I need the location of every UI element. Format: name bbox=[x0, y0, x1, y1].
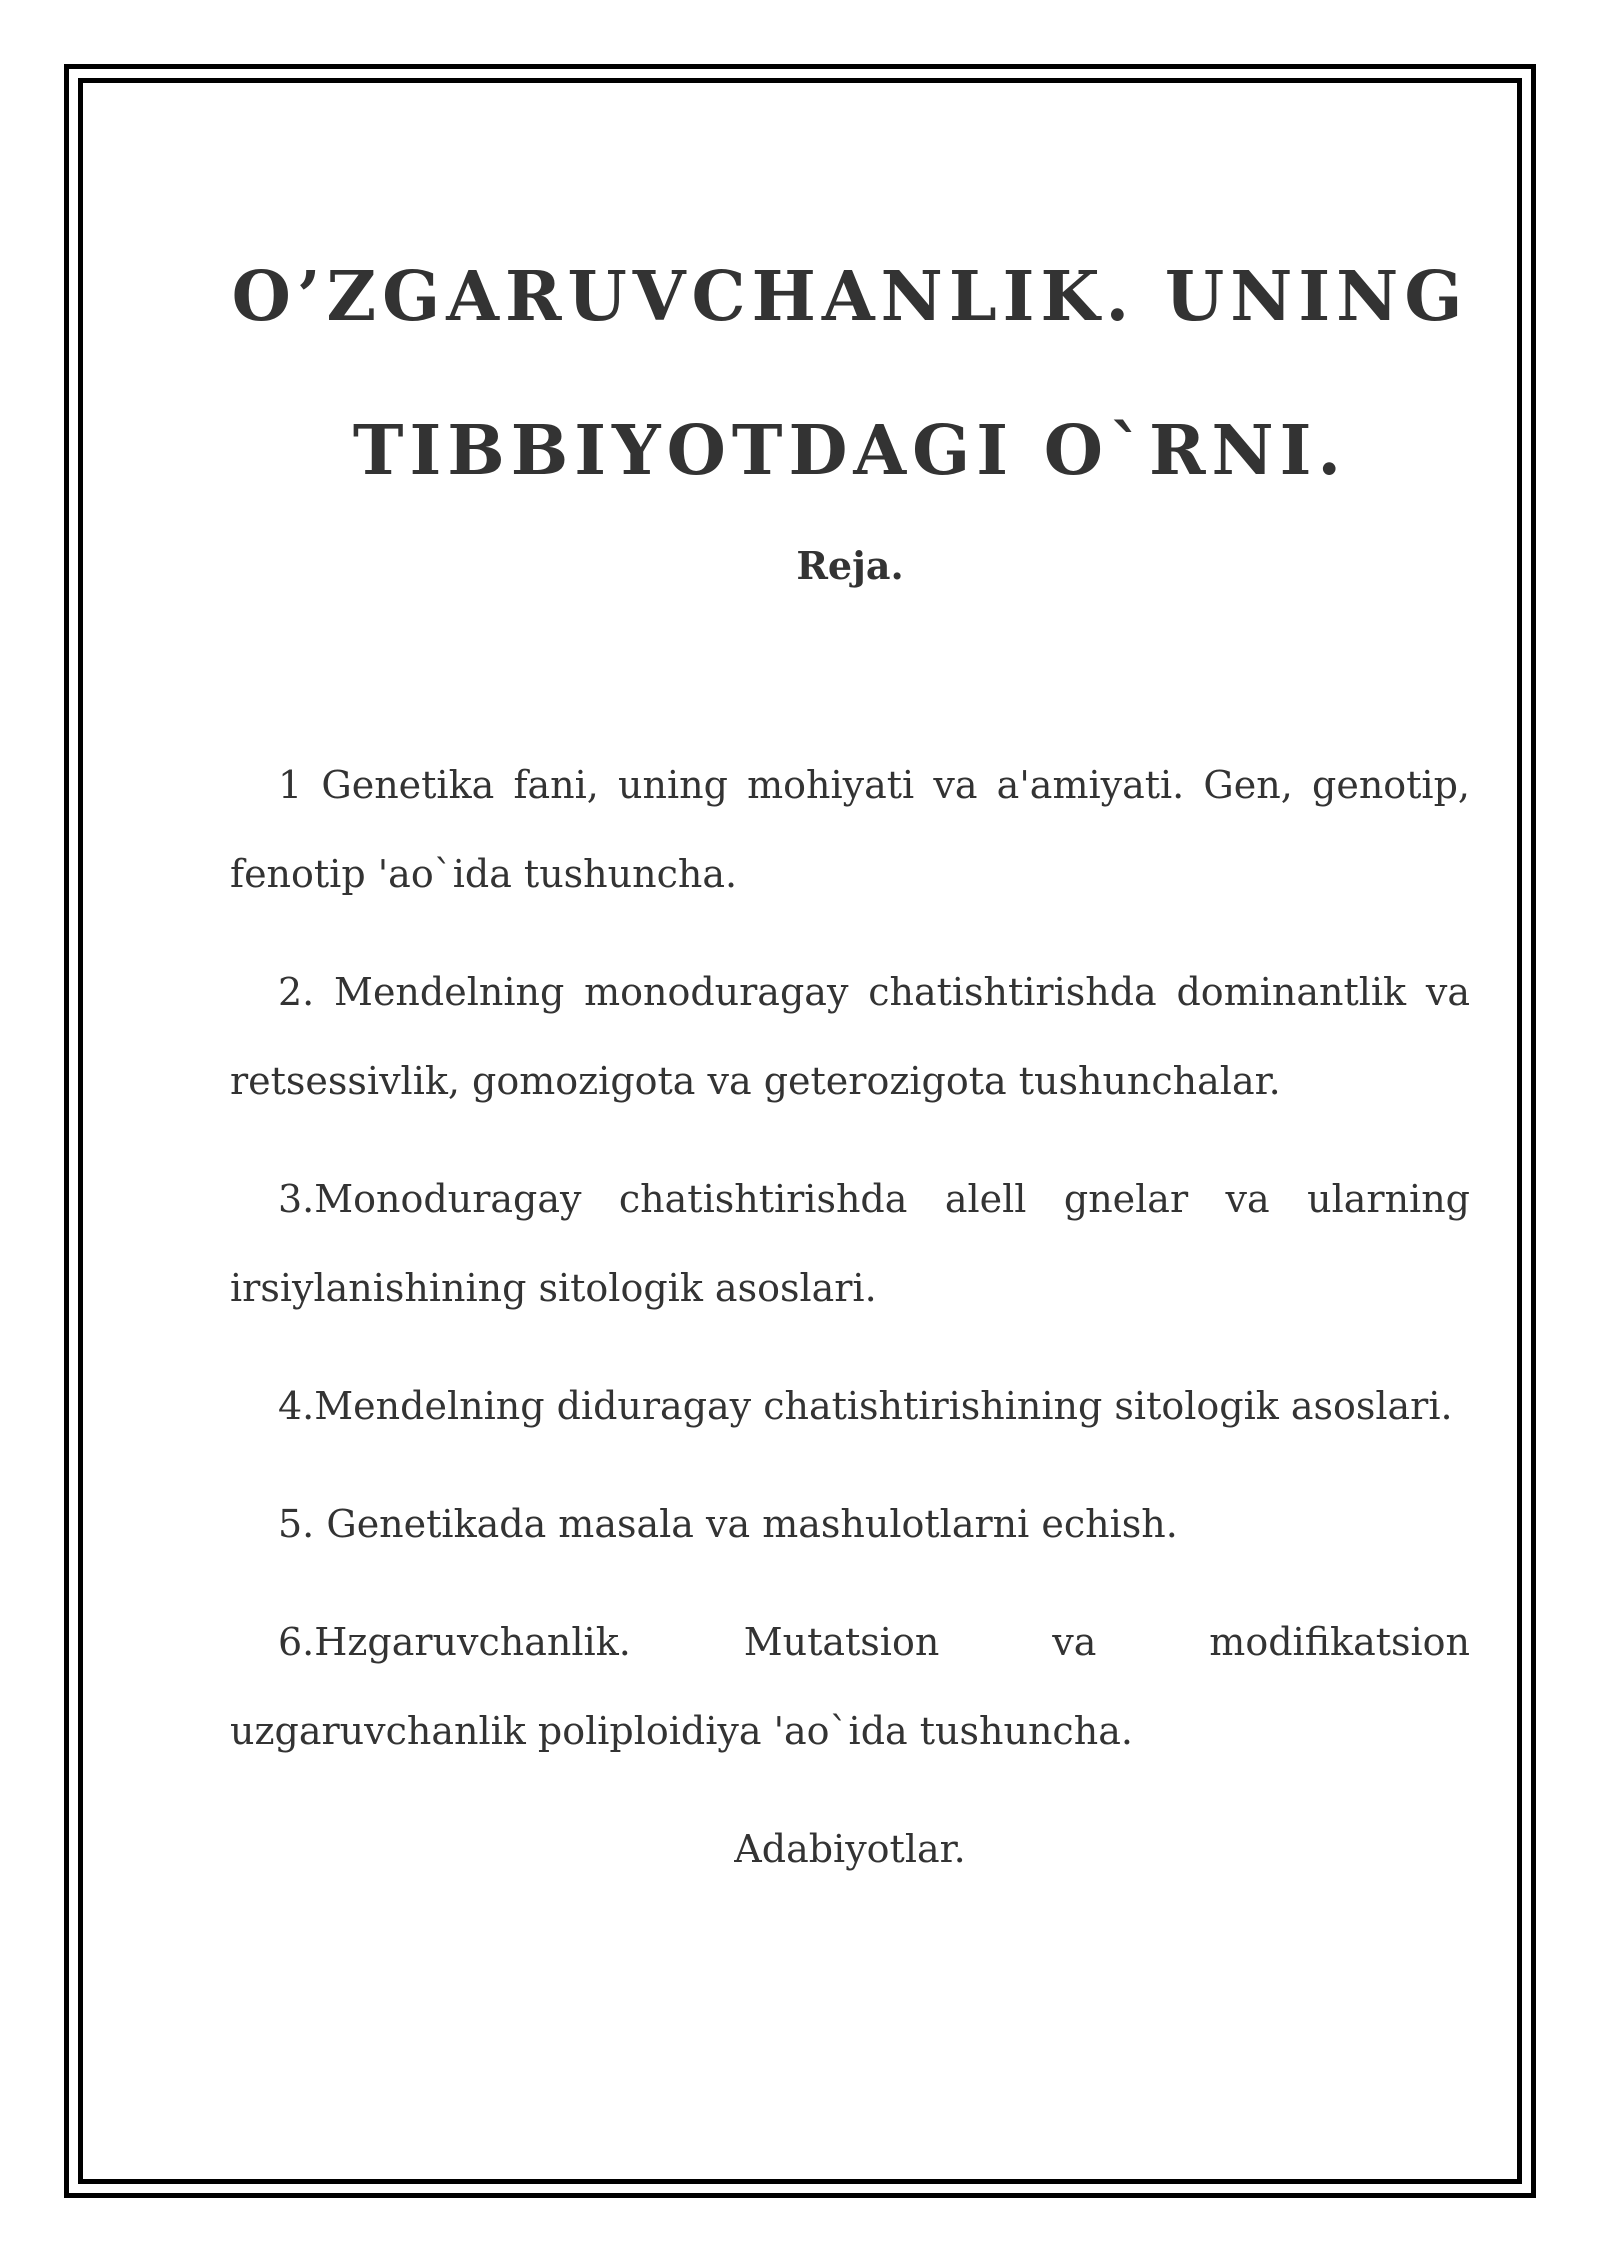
plan-item: 5. Genetikada masala va mashulotlarni echish. bbox=[278, 1502, 1178, 1546]
document-body bbox=[230, 220, 1470, 1894]
plan-list bbox=[230, 741, 1470, 1776]
plan-item: 4.Mendelning diduragay chatishtirishining sitologik asoslari. bbox=[278, 1384, 1453, 1428]
title-line-1: O’ZGARUVCHANLIK. UNING bbox=[231, 257, 1469, 337]
plan-heading: Reja. bbox=[796, 543, 904, 588]
references-heading: Adabiyotlar. bbox=[734, 1827, 966, 1871]
title-line-2: TIBBIYOTDAGI O`RNI. bbox=[352, 411, 1348, 491]
plan-item: 3.Monoduragay chatishtirishda alell gnelar va ularning irsiylanishining sitologik asoslari. bbox=[230, 1177, 1470, 1310]
plan-item: 2. Mendelning monoduragay chatishtirishda dominantlik va retsessivlik, gomozigota va geterozigota tushunchalar. bbox=[230, 970, 1470, 1103]
plan-item: 1 Genetika fani, uning mohiyati va a'amiyati. Gen, genotip, fenotip 'ao`ida tushuncha. bbox=[230, 763, 1470, 896]
document-title bbox=[230, 220, 1470, 528]
plan-item: 6.Hzgaruvchanlik. Mutatsion va modifikatsion uzgaruvchanlik poliploidiya 'ao`ida tushuncha. bbox=[230, 1620, 1470, 1753]
